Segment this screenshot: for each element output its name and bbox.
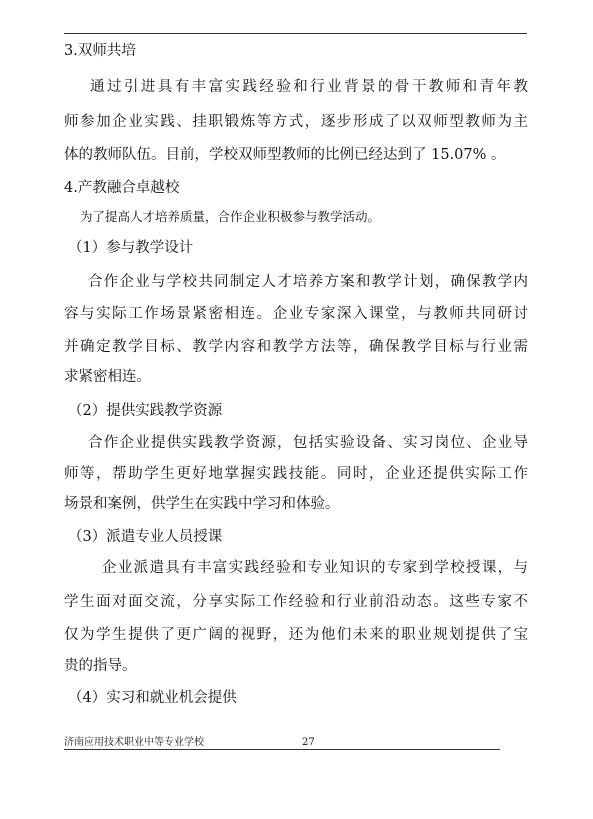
paragraph-line: 师等，帮助学生更好地掌握实践技能。同时，企业还提供实际工作: [64, 466, 528, 482]
section-heading-industry-education: 4.产教融合卓越校: [64, 180, 180, 196]
paragraph-line: 求紧密相连。: [64, 369, 151, 385]
paragraph-line: 合作企业提供实践教学资源，包括实验设备、实习岗位、企业导: [88, 435, 528, 451]
section-heading-dual-teacher: 3.双师共培: [64, 43, 136, 59]
header-rule: [64, 33, 527, 34]
paragraph-line: 企业派遣具有丰富实践经验和专业知识的专家到学校授课，与: [102, 560, 528, 576]
subheading-practice-resources: （2）提供实践教学资源: [68, 403, 223, 419]
paragraph-line: 合作企业与学校共同制定人才培养方案和教学计划，确保教学内: [88, 274, 528, 290]
footer-rule: [64, 749, 500, 750]
paragraph-line: 体的教师队伍。目前，学校双师型教师的比例已经达到了 15.07% 。: [64, 147, 506, 163]
subheading-internship-employment: （4）实习和就业机会提供: [68, 690, 237, 706]
subheading-dispatch-staff: （3）派遣专业人员授课: [68, 529, 223, 545]
paragraph-line: 贵的指导。: [64, 658, 137, 674]
paragraph-line: 并确定教学目标、教学内容和教学方法等，确保教学目标与行业需: [64, 339, 528, 355]
paragraph-line: 容与实际工作场景紧密相连。企业专家深入课堂，与教师共同研讨: [64, 306, 528, 322]
footer-school-name: 济南应用技术职业中等专业学校: [64, 737, 204, 748]
page-footer: [64, 737, 500, 751]
subheading-teaching-design: （1）参与教学设计: [68, 240, 194, 256]
paragraph-line: 通过引进具有丰富实践经验和行业背景的骨干教师和青年教: [90, 79, 528, 95]
paragraph-line: 仅为学生提供了更广阔的视野，还为他们未来的职业规划提供了宝: [64, 627, 528, 643]
page-number: 27: [302, 737, 315, 748]
paragraph-line: 学生面对面交流，分享实际工作经验和行业前沿动态。这些专家不: [64, 594, 528, 610]
paragraph-line: 场景和案例，供学生在实践中学习和体验。: [64, 496, 340, 512]
intro-line: 为了提高人才培养质量，合作企业积极参与教学活动。: [80, 209, 381, 224]
paragraph-line: 师参加企业实践、挂职锻炼等方式，逐步形成了以双师型教师为主: [64, 114, 528, 130]
